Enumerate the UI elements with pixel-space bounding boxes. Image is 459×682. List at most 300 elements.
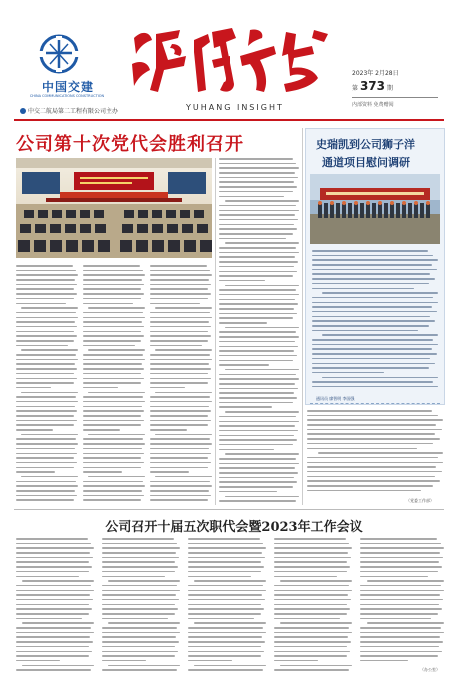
text-line — [219, 444, 293, 446]
text-line — [102, 669, 177, 671]
text-line — [219, 163, 296, 165]
text-line — [274, 660, 318, 662]
text-line — [88, 349, 145, 351]
text-line — [360, 646, 439, 648]
text-line — [219, 360, 293, 362]
text-line — [274, 655, 347, 657]
text-line — [188, 655, 261, 657]
text-line — [188, 538, 260, 540]
text-line — [16, 340, 74, 342]
text-line — [188, 641, 265, 643]
text-line — [16, 660, 60, 662]
text-line — [307, 429, 442, 431]
text-line — [16, 345, 68, 347]
text-line — [102, 651, 178, 653]
text-line — [83, 274, 145, 276]
text-line — [16, 274, 78, 276]
text-line — [83, 457, 141, 459]
text-line — [360, 552, 440, 554]
text-line — [102, 590, 180, 592]
text-line — [102, 585, 177, 587]
text-line — [219, 158, 293, 160]
text-line — [318, 452, 443, 454]
text-line — [102, 576, 165, 578]
text-line — [102, 604, 175, 606]
text-line — [219, 214, 295, 216]
text-line — [188, 604, 261, 606]
text-line — [188, 646, 261, 648]
text-line — [274, 585, 349, 587]
column-divider — [302, 128, 303, 505]
text-line — [150, 368, 211, 370]
text-line — [16, 632, 94, 634]
text-line — [22, 580, 94, 582]
text-line — [155, 476, 212, 478]
text-line — [188, 669, 263, 671]
text-line — [360, 655, 438, 657]
text-line — [312, 381, 433, 383]
text-line — [155, 307, 212, 309]
text-line — [219, 303, 298, 305]
text-line — [150, 373, 208, 375]
text-line — [188, 632, 266, 634]
text-line — [150, 438, 210, 440]
text-line — [150, 457, 208, 459]
text-line — [360, 627, 441, 629]
text-line — [280, 580, 352, 582]
text-line — [83, 382, 141, 384]
text-line — [219, 402, 293, 404]
text-line — [219, 256, 295, 258]
text-line — [219, 331, 296, 333]
text-line — [274, 608, 350, 610]
text-line — [307, 410, 432, 412]
text-line — [194, 580, 266, 582]
text-line — [360, 660, 408, 662]
text-line — [150, 265, 207, 267]
text-line — [274, 571, 347, 573]
text-line — [16, 284, 77, 286]
text-line — [16, 335, 77, 337]
text-line — [360, 557, 443, 559]
text-line — [108, 580, 180, 582]
text-line — [274, 632, 352, 634]
text-line — [225, 411, 299, 413]
text-line — [102, 655, 175, 657]
text-line — [83, 410, 144, 412]
text-line — [360, 538, 437, 540]
text-line — [102, 632, 180, 634]
text-line — [150, 467, 208, 469]
text-line — [194, 665, 266, 667]
text-line — [219, 458, 296, 460]
text-line — [16, 368, 77, 370]
text-line — [219, 486, 293, 488]
text-line — [83, 326, 144, 328]
text-line — [219, 416, 296, 418]
text-line — [150, 312, 210, 314]
text-line — [360, 561, 439, 563]
text-line — [150, 401, 212, 403]
text-line — [312, 259, 438, 261]
text-line — [219, 238, 286, 240]
text-line — [219, 247, 296, 249]
text-line — [83, 284, 144, 286]
text-line — [312, 306, 432, 308]
text-line — [16, 363, 75, 365]
text-line — [219, 181, 294, 183]
text-line — [360, 632, 444, 634]
text-line — [16, 420, 77, 422]
text-line — [307, 443, 433, 445]
text-line — [219, 449, 274, 451]
text-line — [83, 443, 145, 445]
text-line — [312, 278, 435, 280]
feature-continued-body — [307, 410, 443, 494]
text-line — [219, 308, 294, 310]
text-line — [150, 495, 211, 497]
text-line — [16, 599, 93, 601]
issue-date: 2023年 2月28日 — [352, 70, 399, 77]
text-line — [83, 368, 144, 370]
issue-number: 373 — [359, 79, 385, 93]
text-line — [274, 627, 349, 629]
text-line — [274, 557, 351, 559]
text-line — [83, 279, 142, 281]
text-line — [150, 387, 185, 389]
text-line — [274, 552, 348, 554]
text-line — [21, 434, 78, 436]
second-headline: 公司召开十届五次职代会暨2023年工作会议 — [105, 520, 363, 535]
text-line — [150, 378, 211, 380]
text-line — [219, 294, 299, 296]
text-line — [150, 448, 209, 450]
text-line — [307, 490, 421, 492]
text-line — [188, 636, 262, 638]
text-line — [155, 392, 212, 394]
text-line — [102, 538, 174, 540]
text-line — [312, 297, 433, 299]
text-line — [16, 378, 77, 380]
text-line — [312, 302, 438, 304]
text-line — [307, 438, 440, 440]
second-body-col-2 — [102, 538, 180, 674]
text-line — [274, 604, 347, 606]
text-line — [83, 265, 140, 267]
text-line — [150, 345, 202, 347]
text-line — [16, 396, 76, 398]
text-line — [360, 651, 442, 653]
text-line — [83, 298, 141, 300]
text-line — [83, 331, 141, 333]
text-line — [307, 457, 438, 459]
text-line — [274, 543, 349, 545]
text-line — [102, 547, 180, 549]
lead-headline: 公司第十次党代会胜利召开 — [16, 134, 244, 155]
text-line — [312, 353, 437, 355]
lead-photo — [16, 158, 212, 258]
text-line — [150, 471, 189, 473]
feature-credit: 通讯员 廖智明 李国强 — [316, 396, 355, 401]
text-line — [83, 335, 144, 337]
text-line — [322, 334, 438, 336]
text-line — [16, 453, 77, 455]
text-line — [88, 392, 145, 394]
text-line — [312, 311, 437, 313]
text-line — [188, 566, 264, 568]
text-line — [307, 462, 443, 464]
lead-article-credit: （党委工作部） — [406, 498, 434, 503]
text-line — [307, 471, 442, 473]
text-line — [188, 547, 266, 549]
text-line — [219, 271, 297, 273]
text-line — [219, 167, 299, 169]
text-line — [360, 594, 440, 596]
text-line — [219, 467, 295, 469]
text-line — [219, 191, 293, 193]
text-line — [16, 499, 74, 501]
text-line — [274, 641, 351, 643]
text-line — [16, 303, 66, 305]
text-line — [219, 299, 295, 301]
text-line — [274, 669, 349, 671]
text-line — [150, 410, 211, 412]
text-line — [188, 599, 265, 601]
second-body-col-4 — [274, 538, 352, 674]
text-line — [188, 576, 251, 578]
text-line — [312, 320, 435, 322]
text-line — [16, 561, 89, 563]
text-line — [188, 557, 265, 559]
text-line — [274, 594, 348, 596]
text-line — [83, 359, 145, 361]
text-line — [219, 425, 295, 427]
text-line — [16, 326, 77, 328]
issue-number-line — [352, 79, 444, 93]
text-line — [83, 453, 144, 455]
text-line — [102, 641, 179, 643]
text-line — [83, 406, 142, 408]
text-line — [225, 496, 299, 498]
text-line — [360, 566, 442, 568]
text-line — [83, 499, 141, 501]
text-line — [360, 547, 444, 549]
text-line — [219, 252, 299, 254]
text-line — [83, 317, 145, 319]
text-line — [219, 477, 294, 479]
text-line — [102, 636, 176, 638]
text-line — [102, 646, 175, 648]
text-line — [16, 429, 53, 431]
text-line — [225, 327, 299, 329]
masthead — [0, 0, 459, 130]
text-line — [312, 344, 438, 346]
text-line — [219, 313, 297, 315]
text-line — [83, 495, 144, 497]
text-line — [16, 608, 92, 610]
text-line — [16, 457, 74, 459]
text-line — [219, 196, 284, 198]
text-line — [16, 387, 51, 389]
text-line — [219, 500, 296, 502]
text-line — [274, 547, 352, 549]
text-line — [16, 293, 77, 295]
text-line — [16, 401, 78, 403]
text-line — [83, 270, 143, 272]
text-line — [274, 561, 347, 563]
text-line — [219, 421, 299, 423]
text-line — [219, 322, 267, 324]
text-line — [150, 499, 208, 501]
text-line — [150, 415, 208, 417]
text-line — [21, 307, 78, 309]
text-line — [16, 406, 75, 408]
text-line — [16, 265, 73, 267]
text-line — [16, 410, 77, 412]
text-line — [312, 269, 437, 271]
text-line — [102, 594, 176, 596]
lead-body-col-4 — [219, 158, 299, 505]
text-line — [150, 293, 211, 295]
text-line — [188, 618, 254, 620]
text-line — [83, 485, 145, 487]
sponsor-text: 中交二航局第二工程有限公司主办 — [28, 108, 119, 115]
text-line — [312, 250, 428, 252]
text-line — [102, 608, 178, 610]
second-body-col-3 — [188, 538, 266, 674]
text-line — [188, 543, 263, 545]
text-line — [219, 341, 295, 343]
text-line — [16, 641, 93, 643]
text-line — [16, 424, 74, 426]
text-line — [312, 288, 414, 290]
text-line — [307, 485, 433, 487]
text-line — [219, 317, 293, 319]
text-line — [150, 382, 208, 384]
text-line — [360, 585, 441, 587]
text-line — [219, 472, 298, 474]
text-line — [188, 585, 263, 587]
text-line — [219, 392, 294, 394]
text-line — [274, 538, 346, 540]
text-line — [219, 355, 297, 357]
text-line — [83, 312, 143, 314]
text-line — [219, 388, 298, 390]
text-line — [102, 599, 179, 601]
text-line — [188, 552, 262, 554]
text-line — [16, 373, 74, 375]
text-line — [102, 660, 146, 662]
text-line — [360, 608, 442, 610]
text-line — [21, 392, 78, 394]
text-line — [150, 317, 212, 319]
text-line — [312, 255, 433, 257]
text-line — [16, 382, 74, 384]
text-line — [188, 651, 264, 653]
text-line — [274, 646, 347, 648]
text-line — [102, 543, 177, 545]
text-line — [274, 599, 351, 601]
text-line — [83, 321, 142, 323]
text-line — [188, 571, 261, 573]
feature-title-line-2: 通道项目慰问调研 — [322, 156, 410, 169]
text-line — [312, 363, 435, 365]
text-line — [16, 651, 92, 653]
section-divider — [14, 509, 444, 510]
text-line — [16, 317, 78, 319]
text-line — [219, 289, 296, 291]
feature-title-line-1: 史瑞凯到公司狮子洋 — [316, 138, 415, 151]
text-line — [83, 303, 133, 305]
text-line — [16, 627, 91, 629]
text-line — [83, 448, 142, 450]
text-line — [312, 386, 438, 388]
text-line — [274, 613, 347, 615]
text-line — [16, 448, 75, 450]
text-line — [16, 604, 89, 606]
text-line — [16, 359, 78, 361]
text-line — [150, 274, 212, 276]
text-line — [360, 604, 439, 606]
text-line — [16, 636, 90, 638]
text-line — [16, 571, 89, 573]
text-line — [83, 424, 141, 426]
text-line — [219, 374, 296, 376]
text-line — [16, 576, 79, 578]
column-divider — [215, 158, 216, 505]
second-body-col-5 — [360, 538, 444, 664]
logo-name-en: CHINA COMMUNICATIONS CONSTRUCTION — [29, 94, 105, 98]
text-line — [219, 383, 295, 385]
text-line — [150, 279, 209, 281]
second-body-col-1 — [16, 538, 94, 674]
text-line — [219, 228, 297, 230]
text-line — [102, 566, 178, 568]
text-line — [16, 298, 74, 300]
text-line — [219, 463, 299, 465]
text-line — [188, 561, 261, 563]
second-article-credit: （办公室） — [420, 667, 440, 672]
text-line — [16, 655, 89, 657]
issue-suffix: 期 — [386, 85, 393, 92]
text-line — [150, 490, 209, 492]
text-line — [83, 363, 142, 365]
text-line — [274, 576, 337, 578]
text-line — [16, 543, 91, 545]
text-line — [155, 349, 212, 351]
sponsor-line — [20, 106, 118, 115]
text-line — [16, 618, 82, 620]
text-line — [83, 288, 141, 290]
text-line — [16, 321, 75, 323]
text-line — [16, 481, 76, 483]
text-line — [16, 613, 89, 615]
text-line — [225, 242, 299, 244]
text-line — [16, 485, 78, 487]
text-line — [219, 481, 297, 483]
text-line — [312, 264, 432, 266]
sponsor-dot-icon — [20, 108, 26, 114]
text-line — [16, 438, 76, 440]
text-line — [322, 292, 438, 294]
text-line — [360, 543, 441, 545]
text-line — [83, 471, 122, 473]
text-line — [219, 210, 299, 212]
masthead-calligraphy-logo — [128, 20, 334, 100]
text-line — [219, 435, 294, 437]
text-line — [150, 420, 211, 422]
text-line — [16, 270, 76, 272]
